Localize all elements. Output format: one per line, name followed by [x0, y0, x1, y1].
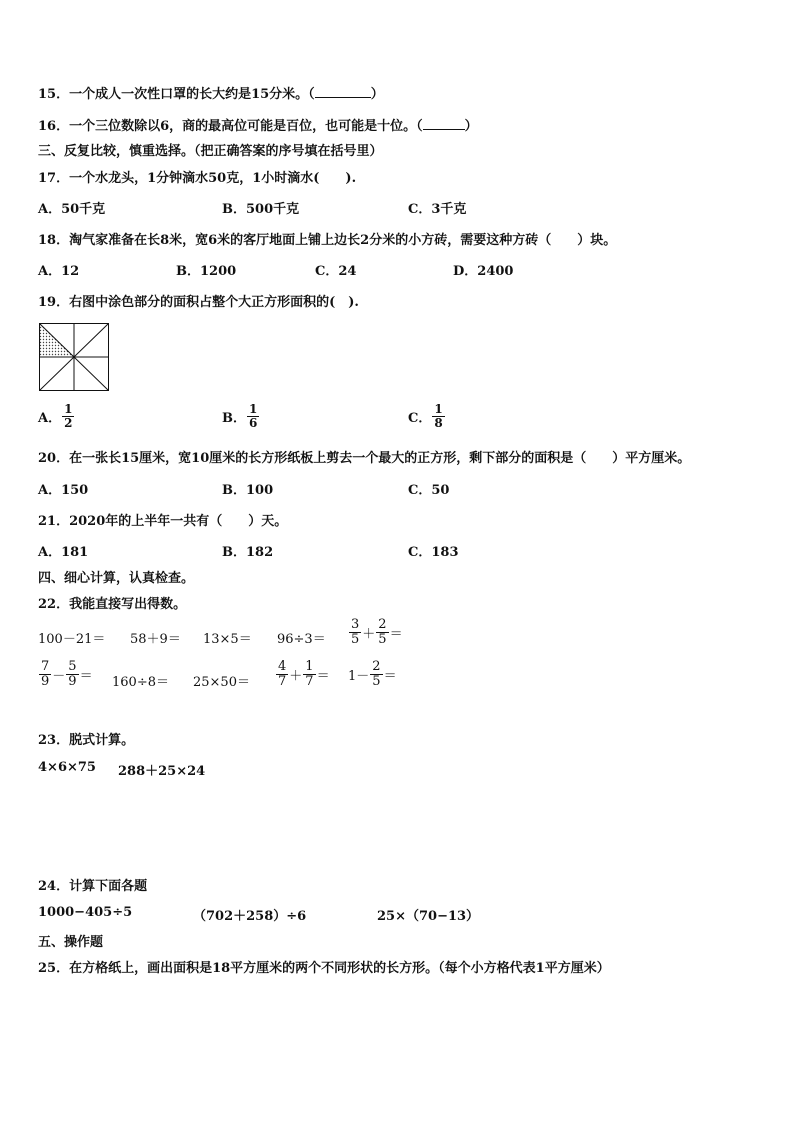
option-label: B． [222, 410, 246, 426]
question-17-option-b[interactable]: B．500千克 [222, 202, 300, 217]
question-17-option-a[interactable]: A．50千克 [38, 202, 106, 217]
question-19-option-b[interactable] [222, 403, 260, 429]
calc-item-fraction-add: $\frac{4}{7}$ ＋ $\frac{1}{7}$ ＝ [278, 659, 330, 689]
question-21-option-c[interactable]: C．183 [408, 545, 459, 560]
calc-item-fraction-sub: $\frac{7}{9}$ － $\frac{5}{9}$ ＝ [41, 659, 93, 689]
question-23-text: 23．脱式计算。 [38, 733, 135, 748]
calc-item: 58＋9＝ [130, 632, 181, 647]
question-20-option-a[interactable]: A．150 [38, 483, 89, 498]
question-18-option-a[interactable]: A．12 [38, 264, 80, 279]
expression: （702＋258）÷6 [193, 909, 307, 924]
question-22-text: 22．我能直接写出得数。 [38, 597, 187, 612]
fraction: $\frac{1}{6}$ [249, 402, 258, 430]
question-21-option-b[interactable]: B．182 [222, 545, 274, 560]
question-19-option-c[interactable] [408, 403, 446, 429]
expression: 288＋25×24 [118, 764, 206, 779]
calc-item-fraction-sub: 1－ $\frac{2}{5}$ ＝ [348, 659, 397, 689]
question-25-text: 25．在方格纸上，画出面积是18平方厘米的两个不同形状的长方形。（每个小方格代表1平方厘米） [38, 961, 610, 976]
answer-blank[interactable] [423, 117, 465, 130]
question-18-option-b[interactable]: B．1200 [176, 264, 237, 279]
question-15-close: ） [370, 87, 384, 102]
option-label: C． [408, 410, 432, 426]
square-figure [39, 323, 109, 391]
question-21-option-a[interactable]: A．181 [38, 545, 89, 560]
calc-item: 96÷3＝ [277, 632, 326, 647]
question-16-close: ） [464, 119, 478, 134]
question-20-option-b[interactable]: B．100 [222, 483, 274, 498]
calc-item: 25×50＝ [193, 675, 250, 690]
section-3-heading: 三、反复比较，慎重选择。（把正确答案的序号填在括号里） [38, 144, 383, 159]
expression: 25×（70−13） [377, 909, 480, 924]
calc-item: 160÷8＝ [112, 675, 169, 690]
question-18-option-c[interactable]: C．24 [315, 264, 357, 279]
question-24-text: 24．计算下面各题 [38, 879, 148, 894]
question-20-option-c[interactable]: C．50 [408, 483, 450, 498]
calc-item-fraction-add: $\frac{3}{5}$ ＋ $\frac{2}{5}$ ＝ [351, 617, 403, 647]
question-19-text: 19．右图中涂色部分的面积占整个大正方形面积的( ). [38, 295, 359, 310]
question-15-text: 15．一个成人一次性口罩的长大约是15分米。（ [38, 87, 315, 102]
fraction: $\frac{1}{8}$ [434, 402, 443, 430]
calc-item: 13×5＝ [203, 632, 252, 647]
question-20-text: 20．在一张长15厘米，宽10厘米的长方形纸板上剪去一个最大的正方形，剩下部分的面积是（ ）平方厘米。 [38, 451, 691, 466]
fraction: $\frac{1}{2}$ [64, 402, 73, 430]
question-21-text: 21．2020年的上半年一共有（ ）天。 [38, 514, 288, 529]
option-label: A． [38, 410, 62, 426]
question-16-text: 16．一个三位数除以6，商的最高位可能是百位，也可能是十位。（ [38, 119, 423, 134]
section-5-heading: 五、操作题 [38, 935, 104, 950]
question-18-text: 18．淘气家准备在长8米，宽6米的客厅地面上铺上边长2分米的小方砖，需要这种方砖（ ）块。 [38, 233, 617, 248]
question-17-option-c[interactable]: C．3千克 [408, 202, 467, 217]
question-18-option-d[interactable]: D．2400 [453, 264, 514, 279]
expression: 1000−405÷5 [38, 905, 133, 920]
section-4-heading: 四、细心计算，认真检查。 [38, 571, 195, 586]
expression: 4×6×75 [38, 760, 96, 775]
question-15 [38, 83, 384, 102]
question-19-option-a[interactable] [38, 403, 75, 429]
answer-blank[interactable] [315, 85, 371, 98]
calc-item: 100－21＝ [38, 632, 106, 647]
question-17-text: 17．一个水龙头，1分钟滴水50克，1小时滴水( ). [38, 171, 357, 186]
question-16 [38, 115, 478, 134]
